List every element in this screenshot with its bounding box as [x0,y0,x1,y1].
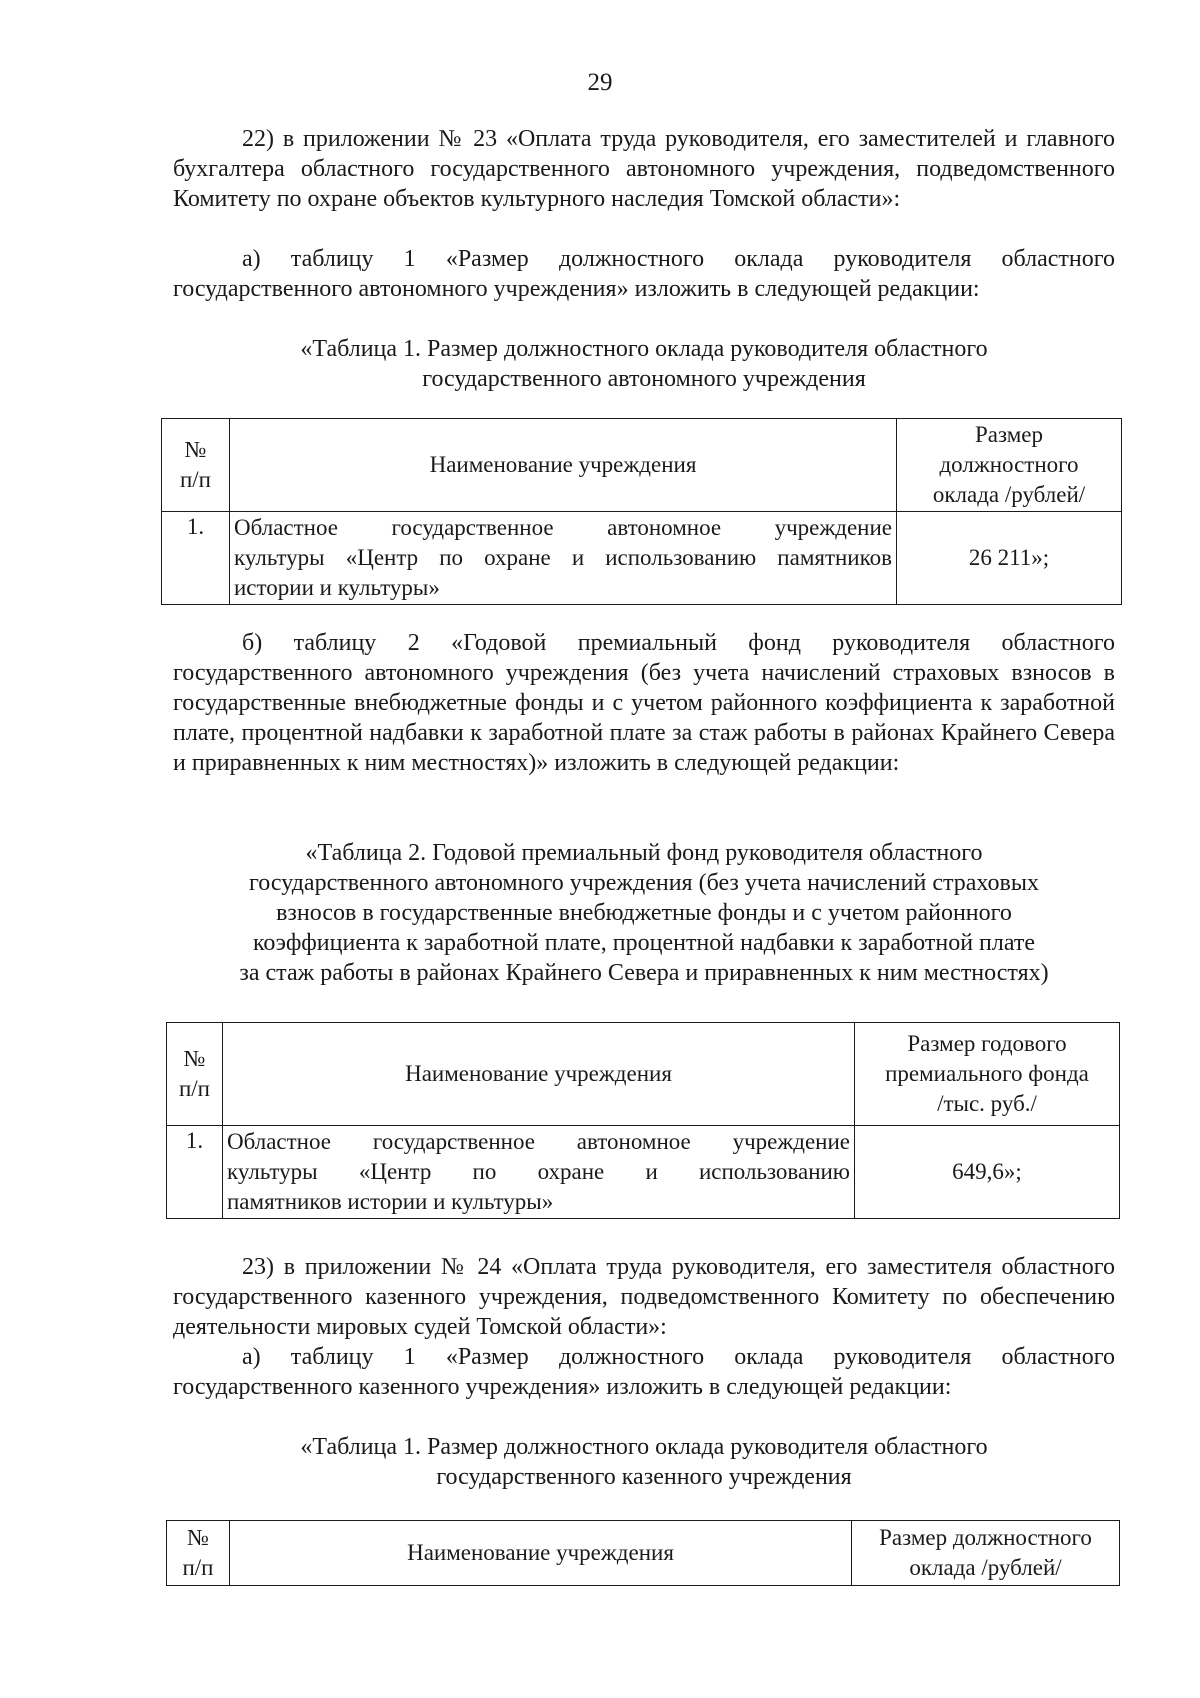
table-row [167,1126,1120,1219]
header-value-line2: должностного [939,452,1079,477]
col-header-number [167,1521,230,1586]
table-header-row [167,1521,1120,1586]
row-number: 1. [167,1126,223,1219]
header-number-label: п/п [179,467,211,492]
table2-caption-line1: «Таблица 2. Годовой премиальный фонд руководителя областного [305,840,983,866]
section-23-item-a: а) таблицу 1 «Размер должностного оклада руководителя областного государственного казенного учреждения» изложить в следующей редакции: [173,1344,1115,1400]
salary-table-1 [161,418,1122,605]
row-name-line1: Областное государственное автономное учреждение [234,515,892,540]
table3-caption-line2: государственного казенного учреждения [436,1464,852,1490]
col-header-value [855,1023,1120,1126]
table2-caption-line4: коэффициента к заработной плате, процентной надбавки к заработной плате [252,930,1036,956]
header-value-line2: оклада /рублей/ [909,1555,1062,1580]
col-header-value [852,1521,1120,1586]
header-number-label: п/п [178,1076,210,1101]
col-header-name: Наименование учреждения [230,419,897,512]
table3-caption-line1: «Таблица 1. Размер должностного оклада руководителя областного [300,1434,988,1460]
row-name-line2: культуры «Центр по охране и использованию памятников [234,545,892,570]
row-name-line3: памятников истории и культуры» [227,1189,554,1214]
table-header-row [167,1023,1120,1126]
col-header-number [167,1023,223,1126]
table2-caption-line2: государственного автономного учреждения (без учета начислений страховых [249,870,1039,896]
header-number-label: п/п [182,1555,214,1580]
header-value-line3: оклада /рублей/ [932,482,1086,507]
page-number: 29 [587,69,613,96]
table2-caption-line3: взносов в государственные внебюджетные фонды и с учетом районного [276,900,1012,926]
header-value-line1: Размер [974,422,1044,447]
row-salary-value: 26 211»; [897,512,1122,605]
col-header-number [162,419,230,512]
row-name-line2: культуры «Центр по охране и использованию [227,1159,850,1184]
row-name-line1: Областное государственное автономное учреждение [227,1129,850,1154]
table-header-row [162,419,1122,512]
section-23-intro: 23) в приложении № 24 «Оплата труда руководителя, его заместителя областного государственного казенного учреждения, подведомственного Комитету по обеспечению деятельности мировых судей Томской области»: [173,1254,1115,1340]
section-22-item-a: а) таблицу 1 «Размер должностного оклада руководителя областного государственного автономного учреждения» изложить в следующей редакции: [173,246,1115,302]
section-22-item-b: б) таблицу 2 «Годовой премиальный фонд руководителя областного государственного автономного учреждения (без учета начислений страховых взносов в государственные внебюджетные фонды и с учетом районного коэффициента к заработной плате, процентной надбавки к заработной плате за стаж работы в районах Крайнего Севера и приравненных к ним местностях)» изложить в следующей редакции: [173,630,1115,776]
header-value-line2: премиального фонда [885,1061,1089,1086]
table-row [162,512,1122,605]
header-value-line1: Размер должностного [879,1525,1092,1550]
row-number: 1. [162,512,230,605]
row-institution-name [223,1126,855,1219]
header-value-line1: Размер годового [907,1031,1067,1056]
section-22-intro: 22) в приложении № 23 «Оплата труда руководителя, его заместителей и главного бухгалтера областного государственного автономного учреждения, подведомственного Комитету по охране объектов культурного наследия Томской области»: [173,126,1115,212]
row-fund-value: 649,6»; [855,1126,1120,1219]
header-number-symbol: № [183,1046,206,1071]
header-value-line3: /тыс. руб./ [937,1091,1037,1116]
row-name-line3: истории и культуры» [234,575,440,600]
table1-caption-line2: государственного автономного учреждения [422,366,866,392]
bonus-fund-table-2 [166,1022,1120,1219]
col-header-name: Наименование учреждения [223,1023,855,1126]
row-institution-name [230,512,897,605]
table1-caption-line1: «Таблица 1. Размер должностного оклада руководителя областного [300,336,988,362]
header-number-symbol: № [187,1525,209,1550]
table2-caption-line5: за стаж работы в районах Крайнего Севера и приравненных к ним местностях) [239,960,1049,986]
header-number-symbol: № [184,437,207,462]
col-header-name: Наименование учреждения [230,1521,852,1586]
col-header-value [897,419,1122,512]
salary-table-3 [166,1520,1120,1586]
